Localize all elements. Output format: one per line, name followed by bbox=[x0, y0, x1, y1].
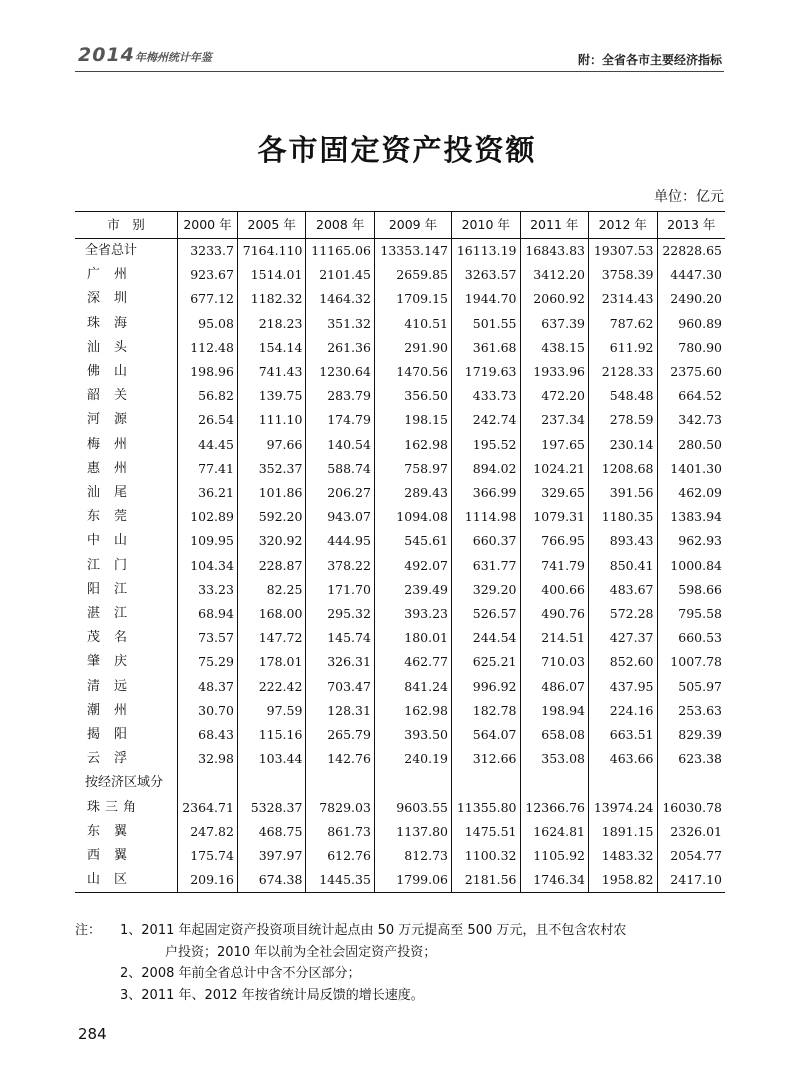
table-cell: 291.90 bbox=[374, 336, 451, 360]
table-cell: 486.07 bbox=[520, 675, 589, 699]
table-row bbox=[75, 796, 725, 820]
table-cell: 588.74 bbox=[306, 457, 375, 481]
table-cell: 104.34 bbox=[178, 554, 238, 578]
table-cell: 2181.56 bbox=[452, 868, 521, 893]
table-cell: 378.22 bbox=[306, 554, 375, 578]
table-cell: 247.82 bbox=[178, 820, 238, 844]
row-label: 揭阳 bbox=[87, 727, 142, 743]
table-cell: 677.12 bbox=[178, 287, 238, 311]
row-label: 潮州 bbox=[87, 702, 142, 718]
table-row bbox=[75, 360, 725, 384]
table-cell: 237.34 bbox=[520, 408, 589, 432]
table-cell: 492.07 bbox=[374, 554, 451, 578]
table-cell: 427.37 bbox=[589, 626, 658, 650]
note-2: 2、2008 年前全省总计中含不分区部分； bbox=[120, 966, 361, 981]
table-cell: 178.01 bbox=[237, 650, 306, 674]
table-cell: 2659.85 bbox=[374, 263, 451, 287]
table-cell: 433.73 bbox=[452, 384, 521, 408]
table-cell: 861.73 bbox=[306, 820, 375, 844]
table-cell bbox=[178, 771, 238, 795]
table-cell: 1230.64 bbox=[306, 360, 375, 384]
table-cell: 2101.45 bbox=[306, 263, 375, 287]
table-cell: 2314.43 bbox=[589, 287, 658, 311]
column-header-year: 2000 年 bbox=[178, 212, 238, 239]
table-cell: 3758.39 bbox=[589, 263, 658, 287]
table-cell bbox=[306, 771, 375, 795]
table-cell: 168.00 bbox=[237, 602, 306, 626]
table-cell: 68.94 bbox=[178, 602, 238, 626]
table-row bbox=[75, 626, 725, 650]
column-header-year: 2008 年 bbox=[306, 212, 375, 239]
table-cell: 280.50 bbox=[657, 433, 725, 457]
table-cell: 2375.60 bbox=[657, 360, 725, 384]
column-header-year: 2010 年 bbox=[452, 212, 521, 239]
table-row bbox=[75, 239, 725, 264]
table-cell: 142.76 bbox=[306, 747, 375, 771]
table-cell: 483.67 bbox=[589, 578, 658, 602]
table-cell: 1383.94 bbox=[657, 505, 725, 529]
table-cell: 462.77 bbox=[374, 650, 451, 674]
section-title: 附：全省各市主要经济指标 bbox=[577, 53, 722, 67]
table-cell: 26.54 bbox=[178, 408, 238, 432]
table-cell: 4447.30 bbox=[657, 263, 725, 287]
row-label: 中山 bbox=[87, 533, 142, 549]
table-cell: 5328.37 bbox=[237, 796, 306, 820]
table-cell: 1719.63 bbox=[452, 360, 521, 384]
table-cell: 397.97 bbox=[237, 844, 306, 868]
row-label: 汕头 bbox=[87, 339, 142, 355]
row-label: 湛江 bbox=[87, 606, 142, 622]
table-cell: 637.39 bbox=[520, 312, 589, 336]
table-cell: 95.08 bbox=[178, 312, 238, 336]
table-cell: 631.77 bbox=[452, 554, 521, 578]
table-cell: 787.62 bbox=[589, 312, 658, 336]
table-cell: 1180.35 bbox=[589, 505, 658, 529]
table-cell: 56.82 bbox=[178, 384, 238, 408]
row-label: 清远 bbox=[87, 678, 142, 694]
table-cell: 780.90 bbox=[657, 336, 725, 360]
column-header-year: 2011 年 bbox=[520, 212, 589, 239]
table-cell: 710.03 bbox=[520, 650, 589, 674]
column-header-year: 2013 年 bbox=[657, 212, 725, 239]
table-cell: 2060.92 bbox=[520, 287, 589, 311]
table-cell: 283.79 bbox=[306, 384, 375, 408]
table-cell: 16843.83 bbox=[520, 239, 589, 264]
table-cell: 329.65 bbox=[520, 481, 589, 505]
table-cell: 128.31 bbox=[306, 699, 375, 723]
table-cell: 850.41 bbox=[589, 554, 658, 578]
table-cell: 101.86 bbox=[237, 481, 306, 505]
table-cell: 11355.80 bbox=[452, 796, 521, 820]
yearbook-header bbox=[78, 44, 212, 66]
table-cell: 1958.82 bbox=[589, 868, 658, 893]
table-cell: 1891.15 bbox=[589, 820, 658, 844]
table-cell bbox=[452, 771, 521, 795]
table-cell bbox=[589, 771, 658, 795]
table-cell: 36.21 bbox=[178, 481, 238, 505]
table-cell: 361.68 bbox=[452, 336, 521, 360]
table-cell: 75.29 bbox=[178, 650, 238, 674]
table-cell: 564.07 bbox=[452, 723, 521, 747]
table-cell: 230.14 bbox=[589, 433, 658, 457]
row-label: 东翼 bbox=[87, 823, 142, 839]
table-cell: 214.51 bbox=[520, 626, 589, 650]
table-row bbox=[75, 771, 725, 795]
table-cell: 111.10 bbox=[237, 408, 306, 432]
row-label: 江门 bbox=[87, 557, 142, 573]
table-cell: 182.78 bbox=[452, 699, 521, 723]
table-cell: 103.44 bbox=[237, 747, 306, 771]
table-cell: 2417.10 bbox=[657, 868, 725, 893]
row-label: 深圳 bbox=[87, 291, 142, 307]
table-cell: 198.15 bbox=[374, 408, 451, 432]
table-cell: 12366.76 bbox=[520, 796, 589, 820]
table-cell: 663.51 bbox=[589, 723, 658, 747]
column-header-year: 2012 年 bbox=[589, 212, 658, 239]
table-cell: 623.38 bbox=[657, 747, 725, 771]
table-cell: 342.73 bbox=[657, 408, 725, 432]
column-header-city: 市 别 bbox=[75, 212, 178, 239]
table-cell: 766.95 bbox=[520, 529, 589, 553]
table-cell: 7829.03 bbox=[306, 796, 375, 820]
row-label: 广州 bbox=[87, 267, 142, 283]
table-cell: 154.14 bbox=[237, 336, 306, 360]
table-row bbox=[75, 481, 725, 505]
notes-label: 注： bbox=[75, 923, 102, 938]
row-label: 珠海 bbox=[87, 315, 142, 331]
table-cell: 16030.78 bbox=[657, 796, 725, 820]
header-rule bbox=[75, 71, 724, 72]
table-cell: 463.66 bbox=[589, 747, 658, 771]
table-cell: 468.75 bbox=[237, 820, 306, 844]
table-cell: 289.43 bbox=[374, 481, 451, 505]
table-cell: 16113.19 bbox=[452, 239, 521, 264]
table-cell: 526.57 bbox=[452, 602, 521, 626]
table-row bbox=[75, 723, 725, 747]
table-cell: 2128.33 bbox=[589, 360, 658, 384]
table-cell: 82.25 bbox=[237, 578, 306, 602]
table-cell: 2326.01 bbox=[657, 820, 725, 844]
table-cell: 1483.32 bbox=[589, 844, 658, 868]
row-label: 汕尾 bbox=[87, 485, 142, 501]
table-cell: 703.47 bbox=[306, 675, 375, 699]
table-cell: 437.95 bbox=[589, 675, 658, 699]
table-cell: 893.43 bbox=[589, 529, 658, 553]
table-cell: 3412.20 bbox=[520, 263, 589, 287]
table-cell: 829.39 bbox=[657, 723, 725, 747]
table-row bbox=[75, 650, 725, 674]
table-cell: 1000.84 bbox=[657, 554, 725, 578]
table-cell bbox=[520, 771, 589, 795]
table-cell: 3263.57 bbox=[452, 263, 521, 287]
table-cell: 239.49 bbox=[374, 578, 451, 602]
page-number: 284 bbox=[78, 1025, 107, 1043]
table-row bbox=[75, 408, 725, 432]
table-cell: 209.16 bbox=[178, 868, 238, 893]
table-cell: 1024.21 bbox=[520, 457, 589, 481]
table-cell: 758.97 bbox=[374, 457, 451, 481]
table-row bbox=[75, 312, 725, 336]
table-cell: 175.74 bbox=[178, 844, 238, 868]
table-cell: 1182.32 bbox=[237, 287, 306, 311]
table-row bbox=[75, 336, 725, 360]
table-row bbox=[75, 384, 725, 408]
table-cell: 33.23 bbox=[178, 578, 238, 602]
table-row bbox=[75, 868, 725, 893]
table-cell: 112.48 bbox=[178, 336, 238, 360]
row-label: 阳江 bbox=[87, 581, 142, 597]
table-cell: 44.45 bbox=[178, 433, 238, 457]
table-cell: 109.95 bbox=[178, 529, 238, 553]
table-cell: 97.66 bbox=[237, 433, 306, 457]
row-label: 河源 bbox=[87, 412, 142, 428]
table-cell: 841.24 bbox=[374, 675, 451, 699]
table-cell: 658.08 bbox=[520, 723, 589, 747]
row-label: 梅州 bbox=[87, 436, 142, 452]
table-cell: 244.54 bbox=[452, 626, 521, 650]
table-row bbox=[75, 602, 725, 626]
table-cell: 1137.80 bbox=[374, 820, 451, 844]
row-label: 东莞 bbox=[87, 509, 142, 525]
table-cell: 174.79 bbox=[306, 408, 375, 432]
table-row bbox=[75, 675, 725, 699]
table-row bbox=[75, 747, 725, 771]
table-cell: 391.56 bbox=[589, 481, 658, 505]
table-cell: 548.48 bbox=[589, 384, 658, 408]
table-row bbox=[75, 554, 725, 578]
table-cell: 180.01 bbox=[374, 626, 451, 650]
row-label: 惠州 bbox=[87, 460, 142, 476]
table-cell: 218.23 bbox=[237, 312, 306, 336]
table-cell: 13353.147 bbox=[374, 239, 451, 264]
table-cell: 242.74 bbox=[452, 408, 521, 432]
page-title: 各市固定资产投资额 bbox=[257, 133, 537, 167]
note-1: 1、2011 年起固定资产投资项目统计起点由 50 万元提高至 500 万元，且不包含农村农 bbox=[120, 923, 627, 938]
table-body bbox=[75, 239, 725, 893]
table-cell: 1475.51 bbox=[452, 820, 521, 844]
row-label: 珠三角 bbox=[87, 799, 142, 815]
table-cell: 625.21 bbox=[452, 650, 521, 674]
table-row bbox=[75, 844, 725, 868]
table-cell: 943.07 bbox=[306, 505, 375, 529]
table-cell: 206.27 bbox=[306, 481, 375, 505]
table-row bbox=[75, 505, 725, 529]
table-cell: 162.98 bbox=[374, 433, 451, 457]
table-cell: 393.50 bbox=[374, 723, 451, 747]
table-cell: 261.36 bbox=[306, 336, 375, 360]
table-cell: 1105.92 bbox=[520, 844, 589, 868]
table-cell: 1933.96 bbox=[520, 360, 589, 384]
row-label: 韶关 bbox=[87, 388, 142, 404]
table-cell: 812.73 bbox=[374, 844, 451, 868]
table-cell: 1445.35 bbox=[306, 868, 375, 893]
table-cell: 320.92 bbox=[237, 529, 306, 553]
table-cell: 852.60 bbox=[589, 650, 658, 674]
table-cell: 102.89 bbox=[178, 505, 238, 529]
table-cell: 115.16 bbox=[237, 723, 306, 747]
table-cell: 741.79 bbox=[520, 554, 589, 578]
table-cell: 11165.06 bbox=[306, 239, 375, 264]
table-cell: 1079.31 bbox=[520, 505, 589, 529]
table-cell: 240.19 bbox=[374, 747, 451, 771]
table-cell: 139.75 bbox=[237, 384, 306, 408]
row-label: 云浮 bbox=[87, 751, 142, 767]
table-cell: 1401.30 bbox=[657, 457, 725, 481]
table-cell: 472.20 bbox=[520, 384, 589, 408]
table-cell: 295.32 bbox=[306, 602, 375, 626]
row-label: 佛山 bbox=[87, 364, 142, 380]
table-row bbox=[75, 457, 725, 481]
investment-table bbox=[75, 211, 725, 893]
unit-label: 单位：亿元 bbox=[654, 189, 724, 205]
table-cell: 1470.56 bbox=[374, 360, 451, 384]
table-cell: 674.38 bbox=[237, 868, 306, 893]
table-cell: 505.97 bbox=[657, 675, 725, 699]
yearbook-year: 2014 bbox=[78, 44, 135, 66]
table-cell: 326.31 bbox=[306, 650, 375, 674]
table-cell: 145.74 bbox=[306, 626, 375, 650]
table-cell: 224.16 bbox=[589, 699, 658, 723]
table-cell: 923.67 bbox=[178, 263, 238, 287]
table-cell: 438.15 bbox=[520, 336, 589, 360]
table-cell: 996.92 bbox=[452, 675, 521, 699]
table-cell: 598.66 bbox=[657, 578, 725, 602]
table-cell: 1100.32 bbox=[452, 844, 521, 868]
table-cell: 3233.7 bbox=[178, 239, 238, 264]
table-cell: 97.59 bbox=[237, 699, 306, 723]
table-cell: 7164.110 bbox=[237, 239, 306, 264]
row-label: 肇庆 bbox=[87, 654, 142, 670]
column-header-year: 2009 年 bbox=[374, 212, 451, 239]
table-cell: 660.53 bbox=[657, 626, 725, 650]
table-cell: 222.42 bbox=[237, 675, 306, 699]
table-cell: 664.52 bbox=[657, 384, 725, 408]
row-label: 按经济区域分 bbox=[85, 775, 164, 791]
table-cell: 9603.55 bbox=[374, 796, 451, 820]
table-cell: 393.23 bbox=[374, 602, 451, 626]
table-row bbox=[75, 263, 725, 287]
table-cell: 171.70 bbox=[306, 578, 375, 602]
table-cell: 462.09 bbox=[657, 481, 725, 505]
table-cell: 1514.01 bbox=[237, 263, 306, 287]
table-cell: 1114.98 bbox=[452, 505, 521, 529]
table-cell: 1208.68 bbox=[589, 457, 658, 481]
table-cell: 22828.65 bbox=[657, 239, 725, 264]
table-cell: 444.95 bbox=[306, 529, 375, 553]
table-cell: 1094.08 bbox=[374, 505, 451, 529]
notes bbox=[75, 920, 626, 1006]
table-cell: 147.72 bbox=[237, 626, 306, 650]
table-row bbox=[75, 287, 725, 311]
table-cell: 1944.70 bbox=[452, 287, 521, 311]
yearbook-title: 年梅州统计年鉴 bbox=[134, 51, 212, 64]
table-cell: 1007.78 bbox=[657, 650, 725, 674]
table-cell: 592.20 bbox=[237, 505, 306, 529]
table-cell: 545.61 bbox=[374, 529, 451, 553]
table-cell: 198.94 bbox=[520, 699, 589, 723]
table-row bbox=[75, 433, 725, 457]
table-cell bbox=[374, 771, 451, 795]
table-cell: 140.54 bbox=[306, 433, 375, 457]
table-cell: 353.08 bbox=[520, 747, 589, 771]
table-cell: 13974.24 bbox=[589, 796, 658, 820]
table-row bbox=[75, 820, 725, 844]
table-cell: 2490.20 bbox=[657, 287, 725, 311]
table-cell: 611.92 bbox=[589, 336, 658, 360]
table-cell: 741.43 bbox=[237, 360, 306, 384]
table-cell: 612.76 bbox=[306, 844, 375, 868]
table-cell: 960.89 bbox=[657, 312, 725, 336]
table-cell: 352.37 bbox=[237, 457, 306, 481]
table-cell: 400.66 bbox=[520, 578, 589, 602]
table-cell: 490.76 bbox=[520, 602, 589, 626]
table-cell: 2054.77 bbox=[657, 844, 725, 868]
table-cell: 312.66 bbox=[452, 747, 521, 771]
table-cell bbox=[237, 771, 306, 795]
table-cell: 962.93 bbox=[657, 529, 725, 553]
table-cell: 356.50 bbox=[374, 384, 451, 408]
table-row bbox=[75, 529, 725, 553]
table-cell: 19307.53 bbox=[589, 239, 658, 264]
row-label: 西翼 bbox=[87, 848, 142, 864]
table-cell: 894.02 bbox=[452, 457, 521, 481]
column-header-year: 2005 年 bbox=[237, 212, 306, 239]
table-cell: 197.65 bbox=[520, 433, 589, 457]
table-cell: 253.63 bbox=[657, 699, 725, 723]
table-cell: 162.98 bbox=[374, 699, 451, 723]
table-cell: 410.51 bbox=[374, 312, 451, 336]
table-cell: 278.59 bbox=[589, 408, 658, 432]
table-cell: 48.37 bbox=[178, 675, 238, 699]
table-cell: 2364.71 bbox=[178, 796, 238, 820]
table-cell: 32.98 bbox=[178, 747, 238, 771]
table-cell: 1799.06 bbox=[374, 868, 451, 893]
table-cell: 1709.15 bbox=[374, 287, 451, 311]
table-cell: 1464.32 bbox=[306, 287, 375, 311]
table-row bbox=[75, 699, 725, 723]
note-3: 3、2011 年、2012 年按省统计局反馈的增长速度。 bbox=[120, 987, 424, 1003]
note-1-cont: 户投资；2010 年以前为全社会固定资产投资； bbox=[165, 944, 437, 960]
row-label: 山区 bbox=[75, 868, 178, 893]
table-cell: 68.43 bbox=[178, 723, 238, 747]
table-cell: 501.55 bbox=[452, 312, 521, 336]
row-label: 茂名 bbox=[87, 630, 142, 646]
table-cell: 572.28 bbox=[589, 602, 658, 626]
table-row bbox=[75, 578, 725, 602]
table-cell: 329.20 bbox=[452, 578, 521, 602]
table-cell bbox=[657, 771, 725, 795]
table-cell: 1624.81 bbox=[520, 820, 589, 844]
row-label: 全省总计 bbox=[85, 243, 138, 258]
table-cell: 198.96 bbox=[178, 360, 238, 384]
table-cell: 351.32 bbox=[306, 312, 375, 336]
table-cell: 73.57 bbox=[178, 626, 238, 650]
table-cell: 30.70 bbox=[178, 699, 238, 723]
table-cell: 795.58 bbox=[657, 602, 725, 626]
table-cell: 660.37 bbox=[452, 529, 521, 553]
table-cell: 1746.34 bbox=[520, 868, 589, 893]
table-header-row bbox=[75, 212, 725, 239]
table-cell: 265.79 bbox=[306, 723, 375, 747]
table-cell: 366.99 bbox=[452, 481, 521, 505]
table-cell: 195.52 bbox=[452, 433, 521, 457]
table-cell: 228.87 bbox=[237, 554, 306, 578]
table-cell: 77.41 bbox=[178, 457, 238, 481]
